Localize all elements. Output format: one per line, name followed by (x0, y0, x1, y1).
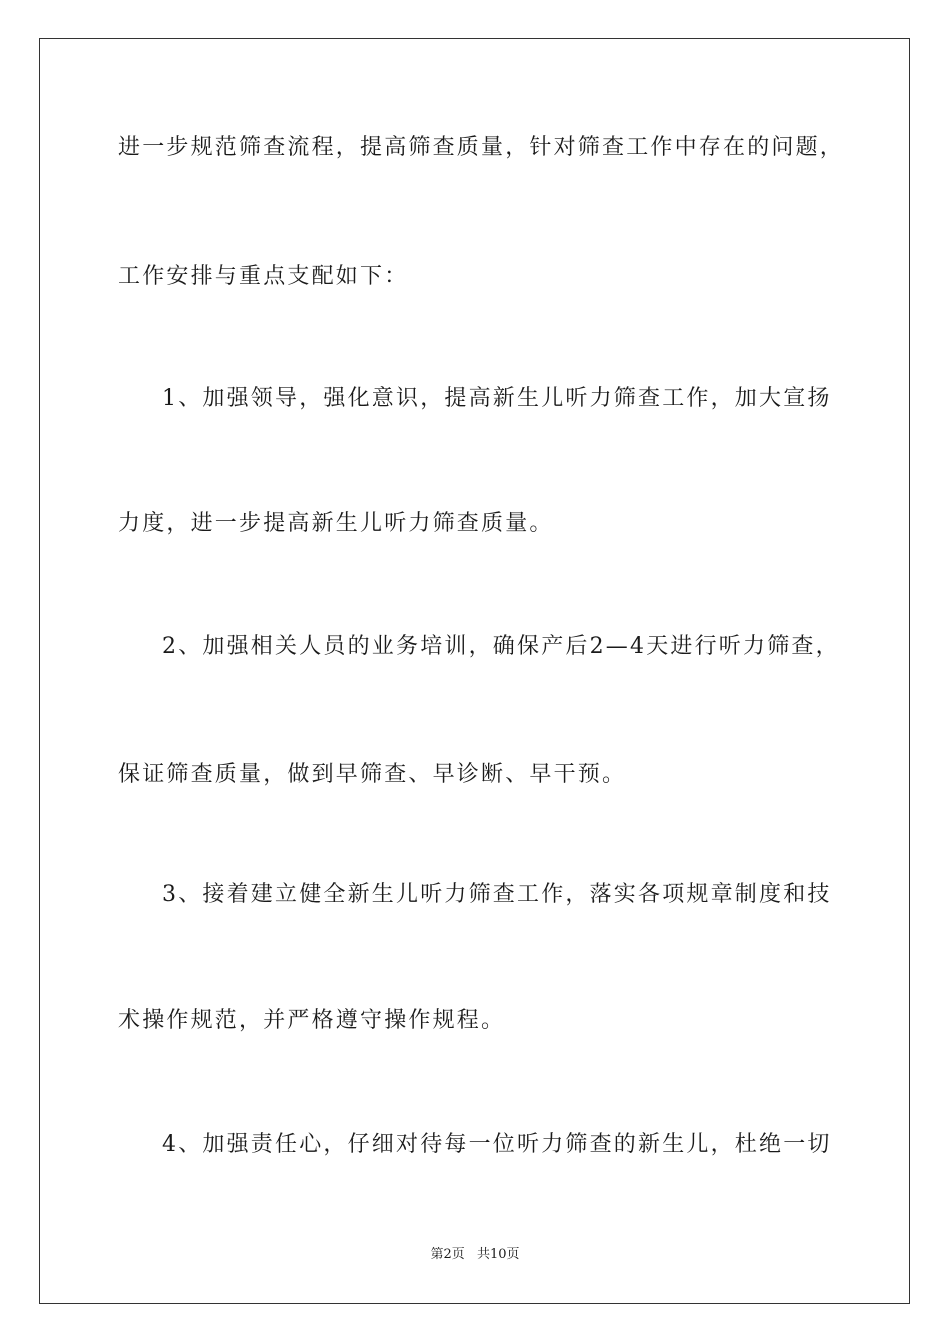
paragraph-2-line: 2、加强相关人员的业务培训，确保产后2—4天进行听力筛查， (162, 634, 840, 659)
text-line: 力度，进一步提高新生儿听力筛查质量。 (118, 511, 554, 536)
text-line: 工作安排与重点支配如下： (118, 264, 409, 289)
page-total: 共10页 (476, 1247, 520, 1262)
page-border (39, 38, 910, 1304)
text-line: 保证筛查质量，做到早筛查、早诊断、早干预。 (118, 762, 627, 787)
paragraph-3-line: 3、接着建立健全新生儿听力筛查工作，落实各项规章制度和技 (162, 882, 832, 907)
page-number: 第2页 (430, 1247, 465, 1262)
paragraph-1-line: 1、加强领导，强化意识，提高新生儿听力筛查工作，加大宣扬 (162, 386, 832, 411)
text-line: 进一步规范筛查流程，提高筛查质量，针对筛查工作中存在的问题， (118, 135, 845, 160)
text-line: 术操作规范，并严格遵守操作规程。 (118, 1008, 506, 1033)
page-footer (0, 1246, 950, 1264)
paragraph-4-line: 4、加强责任心，仔细对待每一位听力筛查的新生儿，杜绝一切 (162, 1132, 832, 1157)
